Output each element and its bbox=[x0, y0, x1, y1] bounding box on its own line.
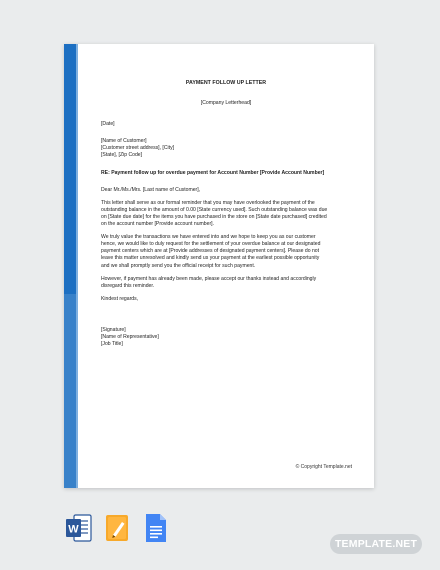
salutation-text: Dear Mr./Ms./Mrs. [Last name of Customer], bbox=[101, 186, 201, 193]
paragraph-line: payment centers which are at [Provide addresses of designated payment centers]. Please do not bbox=[101, 248, 320, 255]
paragraph-line: hence, we would like to duly request for the settlement of your overdue balance at our designated bbox=[101, 241, 321, 248]
salutation bbox=[101, 187, 351, 194]
subject-text: RE: Payment follow up for overdue payment for Account Number [Provide Account Number] bbox=[101, 169, 325, 176]
paragraph-line: leave this matter unresolved and kindly send us your payment at the earliest possible opportunity bbox=[101, 255, 320, 262]
recipient-line: [Customer street address], [City] bbox=[101, 145, 175, 152]
paragraph-line: disregard this reminder. bbox=[101, 282, 155, 289]
paragraph-line: on the account number [Provide account number]. bbox=[101, 221, 214, 228]
copyright-notice: © Copyright Template.net bbox=[295, 464, 352, 470]
body-paragraph-2 bbox=[101, 234, 351, 269]
word-icon-letter: W bbox=[68, 523, 79, 536]
letterhead-placeholder: [Company Letterhead] bbox=[200, 100, 252, 107]
body-paragraph-1 bbox=[101, 200, 351, 228]
closing bbox=[101, 296, 351, 303]
letter-content bbox=[101, 80, 351, 348]
pages-icon[interactable] bbox=[105, 513, 131, 543]
subject-line bbox=[101, 170, 351, 177]
paragraph-line: outstanding balance in the amount of 0.00 [State currency used]. Such outstanding balance was due bbox=[101, 206, 328, 213]
letter-preview-page bbox=[64, 44, 374, 488]
paragraph-line: However, if payment has already been made, please accept our thanks instead and accordingly bbox=[101, 275, 317, 282]
paragraph-line: This letter shall serve as our formal reminder that you may have overlooked the payment of the bbox=[101, 199, 315, 206]
template-net-badge[interactable]: TEMPLATE.NET bbox=[330, 534, 422, 554]
signature-block bbox=[101, 327, 351, 348]
recipient-line: [Name of Customer] bbox=[101, 138, 147, 145]
signature-line: [Signature] bbox=[101, 326, 126, 333]
paragraph-line: on [State due date] for the items you have purchased in the store on [State date purchased] credited bbox=[101, 213, 327, 220]
recipient-address bbox=[101, 138, 351, 159]
signature-line: [Name of Representative] bbox=[101, 333, 159, 340]
recipient-line: [State], [Zip Code] bbox=[101, 152, 143, 159]
accent-stripe bbox=[76, 44, 78, 488]
date-line: [Date] bbox=[101, 121, 115, 128]
word-icon[interactable] bbox=[66, 513, 92, 543]
google-docs-icon[interactable] bbox=[143, 513, 169, 543]
accent-bar-lower bbox=[64, 294, 76, 488]
letter-title: PAYMENT FOLLOW UP LETTER bbox=[185, 80, 267, 86]
accent-bar bbox=[64, 44, 76, 294]
closing-text: Kindest regards, bbox=[101, 295, 139, 302]
paragraph-line: and we shall promptly send you the official receipt for such payment. bbox=[101, 262, 256, 269]
body-paragraph-3 bbox=[101, 276, 351, 290]
signature-line: [Job Title] bbox=[101, 341, 123, 348]
paragraph-line: We truly value the transactions we have entered into and we hope to keep you as our customer bbox=[101, 234, 316, 241]
date-placeholder bbox=[101, 121, 351, 128]
